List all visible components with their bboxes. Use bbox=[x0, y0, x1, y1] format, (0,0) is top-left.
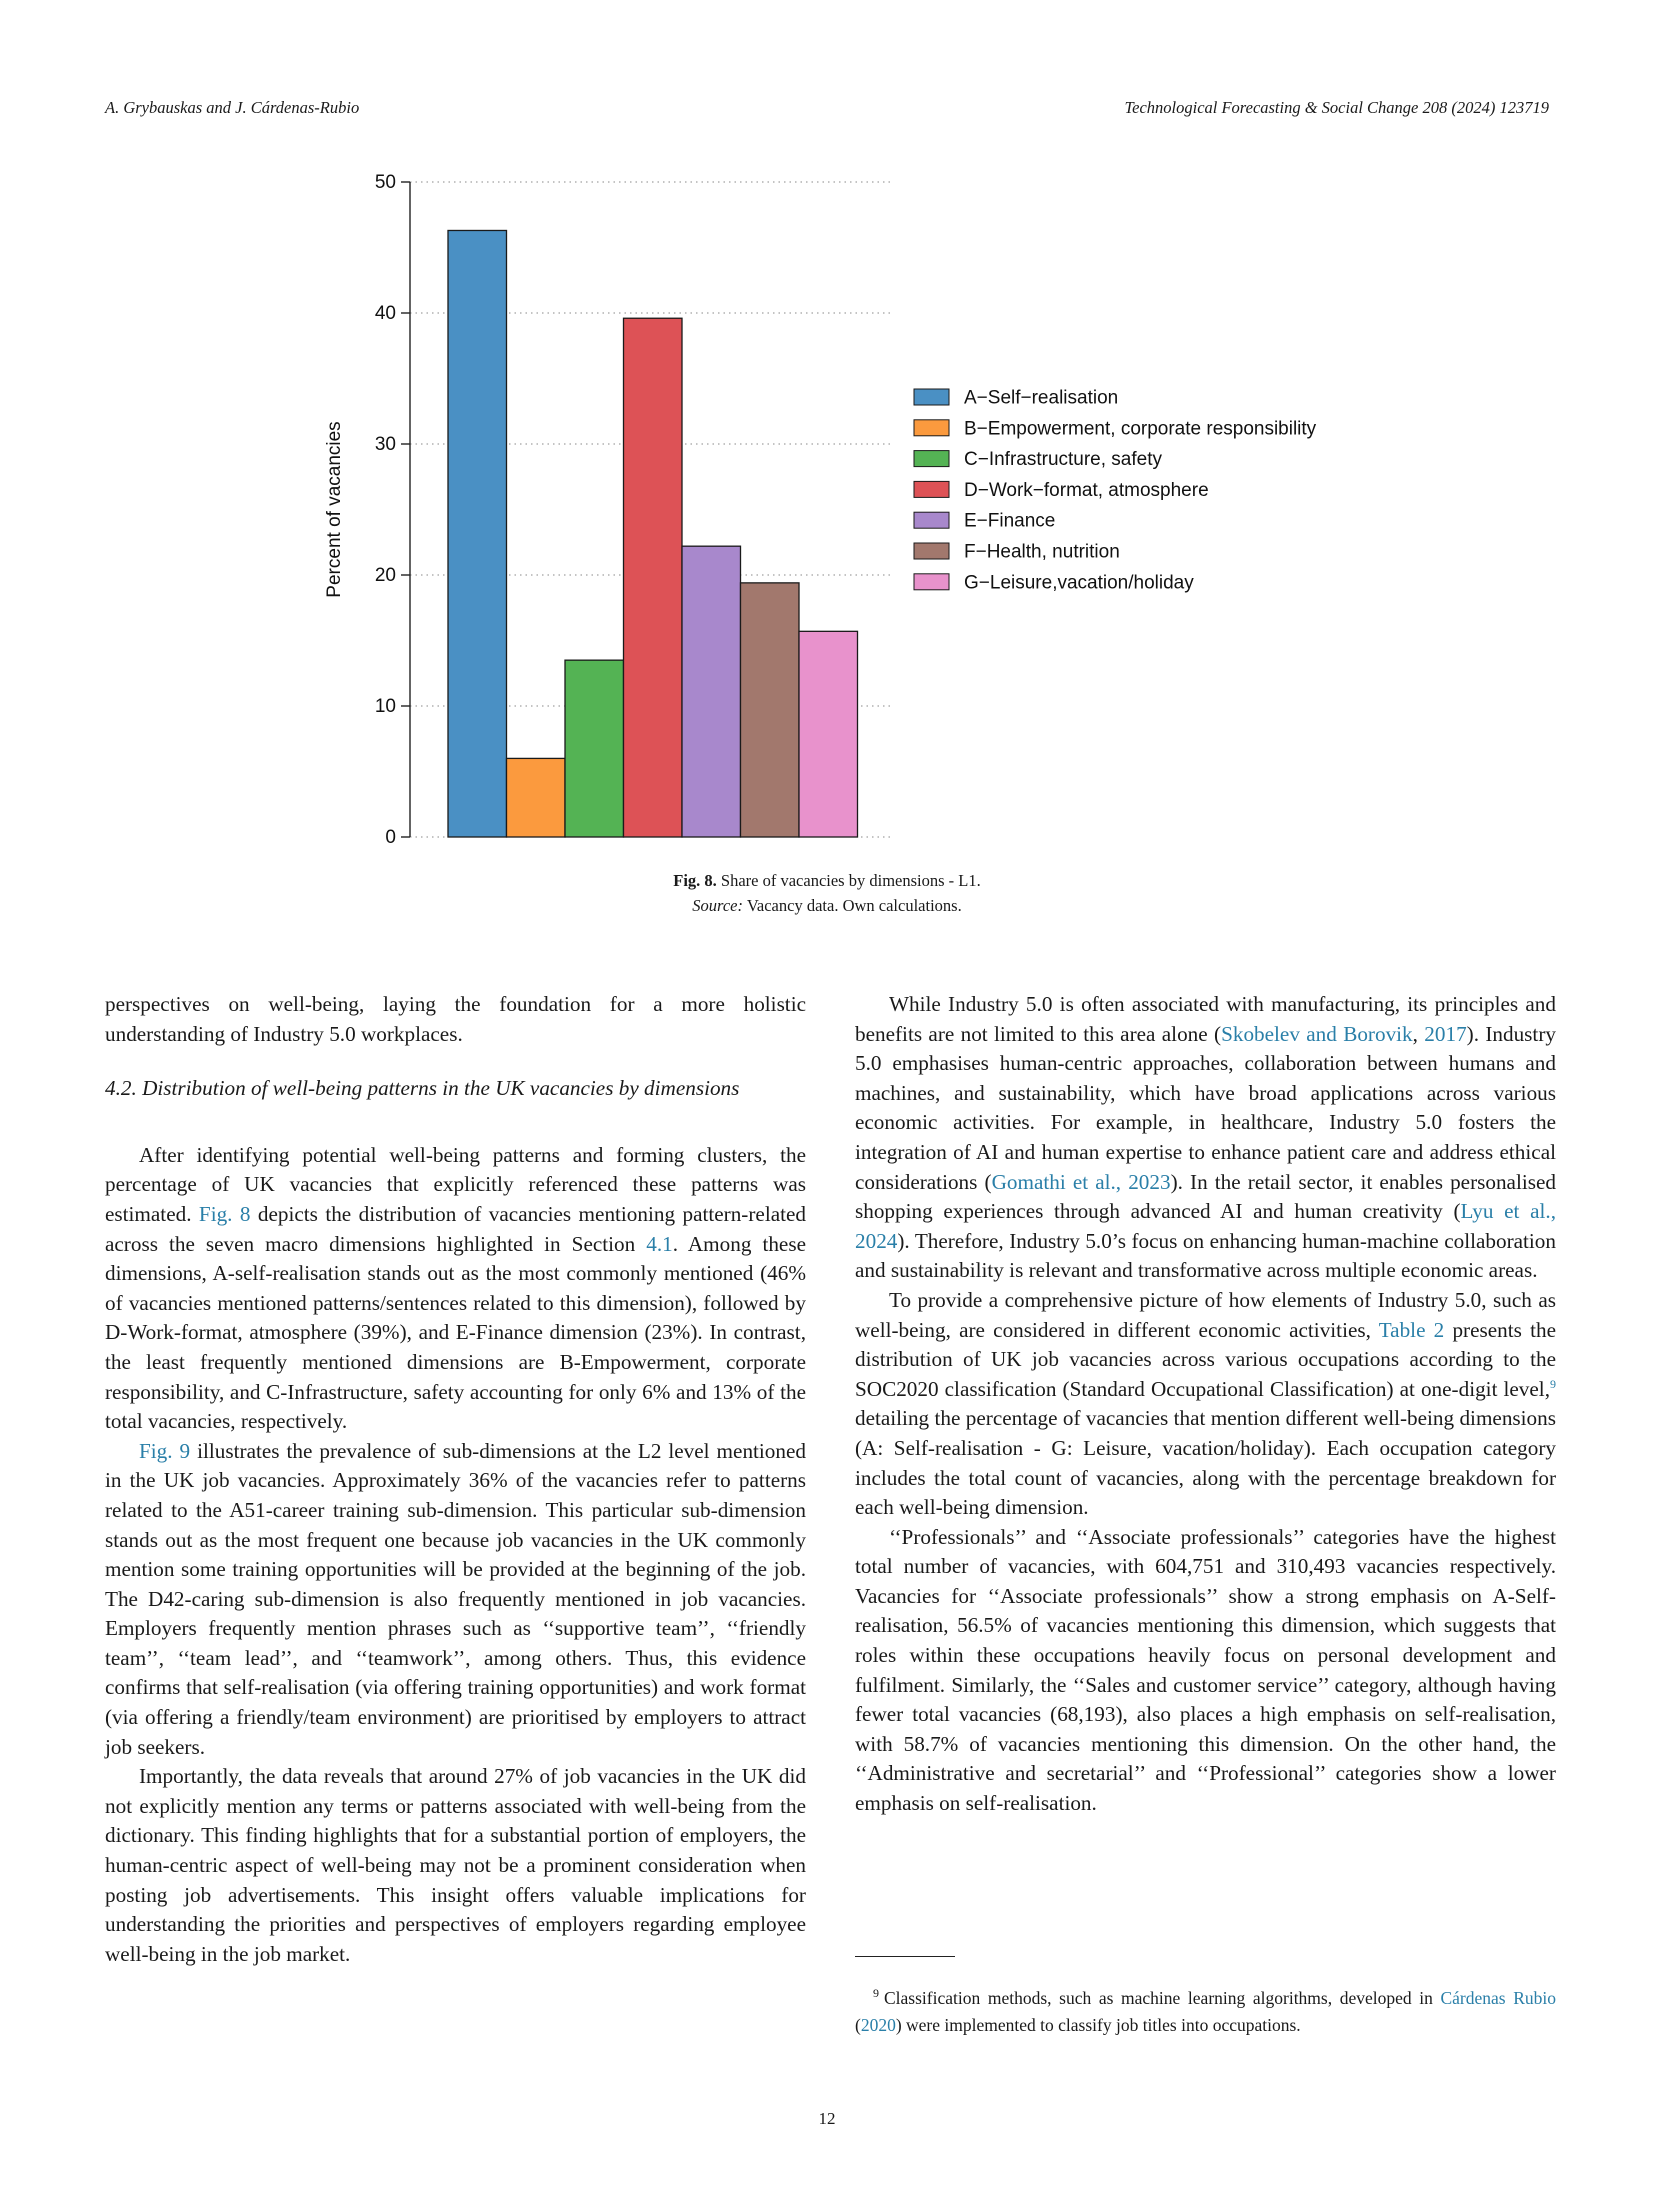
y-tick-label: 30 bbox=[374, 434, 396, 455]
source-text: Vacancy data. Own calculations. bbox=[746, 896, 962, 915]
legend-label: E−Finance bbox=[964, 510, 1056, 532]
paragraph: While Industry 5.0 is often associated with manufacturing, its principles and benefits are not limited to this area alone (Skobelev and Borovik, 2017). Industry 5.0 emphasises human-centric approaches, collaboration between humans and machines, and sustainability, which have broad applications across various economic activities. For example, in healthcare, Industry 5.0 fosters the integration of AI and human expertise to enhance patient care and address ethical considerations (Gomathi et al., 2023). In the retail sector, it enables personalised shopping experiences through advanced AI and human creativity (Lyu et al., 2024). Therefore, Industry 5.0’s focus on enhancing human-machine collaboration and sustainability is relevant and transformative across multiple economic areas. bbox=[855, 992, 1556, 1283]
legend-swatch bbox=[914, 543, 949, 559]
legend-swatch bbox=[914, 451, 949, 467]
y-tick-label: 0 bbox=[385, 827, 396, 848]
y-tick-label: 10 bbox=[374, 696, 396, 717]
y-tick-label: 20 bbox=[374, 565, 396, 586]
cardenas-link[interactable]: Cárdenas Rubio bbox=[1440, 1988, 1556, 2008]
bar-f bbox=[741, 583, 800, 837]
paragraph: After identifying potential well-being patterns and forming clusters, the percentage of UK vacancies that explicitly referenced these patterns was estimated. Fig. 8 depicts the distribution of vacancies mentioning pattern-related across the seven macro dimensions highlighted in Section 4.1. Among these dimensions, A-self-realisation stands out as the most commonly mentioned (46% of vacancies mentioned patterns/sentences related to this dimension), followed by D-Work-format, atmosphere (39%), and E-Finance dimension (23%). In contrast, the least frequently mentioned dimensions are B-Empowerment, corporate responsibility, and C-Infrastructure, safety accounting for only 6% and 13% of the total vacancies, respectively. bbox=[105, 1142, 806, 1434]
footnote-divider bbox=[855, 1956, 955, 1957]
legend-swatch bbox=[914, 574, 949, 590]
source-label: Source: bbox=[692, 896, 743, 915]
legend-label: G−Leisure,vacation/holiday bbox=[964, 572, 1194, 594]
page-number: 12 bbox=[818, 2109, 836, 2128]
header-authors: A. Grybauskas and J. Cárdenas-Rubio bbox=[105, 98, 360, 117]
legend-swatch bbox=[914, 389, 949, 405]
y-tick-label: 50 bbox=[374, 172, 396, 193]
bar-chart bbox=[310, 160, 1360, 860]
figure-label: Fig. 8. bbox=[673, 871, 717, 890]
footnote: $^9$ Classification methods, such as machine learning algorithms, developed in Cárdenas Rubio (2020) were implemented to classify job titles into occupations. bbox=[855, 1986, 1556, 2035]
skobelev-link[interactable]: Skobelev and Borovik bbox=[1221, 1021, 1413, 1046]
lyu-link[interactable]: Lyu et al., 2024 bbox=[855, 1199, 1556, 1253]
skobelev-year-link[interactable]: 2017 bbox=[1424, 1021, 1467, 1046]
legend-label: C−Infrastructure, safety bbox=[964, 449, 1162, 471]
table2-link[interactable]: Table 2 bbox=[1378, 1317, 1445, 1342]
paragraph: Fig. 9 illustrates the prevalence of sub-dimensions at the L2 level mentioned in the UK job vacancies. Approximately 36% of the vacancies refer to patterns related to the A51-career training sub-dimension. This particular sub-dimension stands out as the most frequent one because job vacancies in the UK commonly mention some training opportunities will be provided at the beginning of the job. The D42-caring sub-dimension is also frequently mentioned in job vacancies. Employers frequently mention phrases such as ‘‘supportive team’’, ‘‘friendly team’’, ‘‘team lead’’, and ‘‘teamwork’’, among others. Thus, this evidence confirms that self-realisation (via offering training opportunities) and work format (via offering a friendly/team environment) are prioritised by employers to attract job seekers. bbox=[105, 1438, 806, 1759]
bar-g bbox=[799, 631, 858, 837]
legend-label: B−Empowerment, corporate responsibility bbox=[964, 418, 1317, 440]
running-head bbox=[105, 96, 1549, 120]
legend-label: F−Health, nutrition bbox=[964, 541, 1120, 563]
footnote-number: 9 bbox=[873, 1986, 879, 2001]
legend-label: D−Work−format, atmosphere bbox=[964, 479, 1209, 501]
bar-b bbox=[507, 758, 566, 837]
bar-c bbox=[565, 660, 624, 837]
legend-swatch bbox=[914, 420, 949, 436]
y-tick-label: 40 bbox=[374, 303, 396, 324]
fig8-link[interactable]: Fig. 8 bbox=[198, 1201, 251, 1226]
cardenas-year-link[interactable]: 2020 bbox=[860, 2014, 896, 2035]
fig9-link[interactable]: Fig. 9 bbox=[139, 1438, 191, 1463]
legend-swatch bbox=[914, 481, 949, 497]
bar-a bbox=[448, 230, 507, 837]
paragraph: Importantly, the data reveals that around 27% of job vacancies in the UK did not explicitly mention any terms or patterns associated with well-being from the dictionary. This finding highlights that for a substantial portion of employers, the human-centric aspect of well-being may not be a prominent consideration when posting job advertisements. This insight offers valuable implications for understanding the priorities and perspectives of employers regarding employee well-being in the job market. bbox=[105, 1764, 806, 1966]
legend-label: A−Self−realisation bbox=[964, 387, 1119, 409]
figure-caption-text: Share of vacancies by dimensions - L1. bbox=[720, 871, 981, 890]
paragraph: perspectives on well-being, laying the foundation for a more holistic understanding of Industry 5.0 workplaces. bbox=[105, 992, 806, 1046]
header-journal: Technological Forecasting & Social Change 208 (2024) 123719 bbox=[1124, 98, 1549, 117]
bar-d bbox=[624, 318, 683, 837]
section-heading: 4.2. Distribution of well-being patterns in the UK vacancies by dimensions bbox=[105, 1076, 740, 1101]
left-column bbox=[105, 990, 806, 1969]
legend-swatch bbox=[914, 512, 949, 528]
paragraph: ‘‘Professionals’’ and ‘‘Associate professionals’’ categories have the highest total number of vacancies, with 604,751 and 310,493 vacancies respectively. Vacancies for ‘‘Associate professionals’’ show a strong emphasis on A-Self-realisation, 56.5% of vacancies mentioning this dimension, which suggests that roles within these occupations heavily focus on personal development and fulfilment. Similarly, the ‘‘Sales and customer service’’ category, although having fewer total vacancies (68,193), also places a high emphasis on self-realisation, with 58.7% of vacancies mentioning this dimension. On the other hand, the ‘‘Administrative and secretarial’’ and ‘‘Professional’’ categories show a lower emphasis on self-realisation. bbox=[855, 1524, 1556, 1816]
gomathi-link[interactable]: Gomathi et al., 2023 bbox=[991, 1169, 1171, 1194]
y-axis-label: Percent of vacancies bbox=[324, 421, 345, 598]
right-column bbox=[855, 990, 1556, 1819]
paragraph: To provide a comprehensive picture of how elements of Industry 5.0, such as well-being, are considered in different economic activities, Table 2 presents the distribution of UK job vacancies across various occupations according to the SOC2020 classification (Standard Occupational Classification) at one-digit level,$^9$ detailing the percentage of vacancies that mention different well-being dimensions (A: Self-realisation - G: Leisure, vacation/holiday). Each occupation category includes the total count of vacancies, along with the percentage breakdown for each well-being dimension. bbox=[855, 1287, 1556, 1520]
figure-caption bbox=[0, 868, 1654, 918]
bar-e bbox=[682, 546, 741, 837]
footnote-ref[interactable]: 9 bbox=[1550, 1376, 1556, 1391]
section-4-1-link[interactable]: 4.1 bbox=[646, 1231, 673, 1256]
